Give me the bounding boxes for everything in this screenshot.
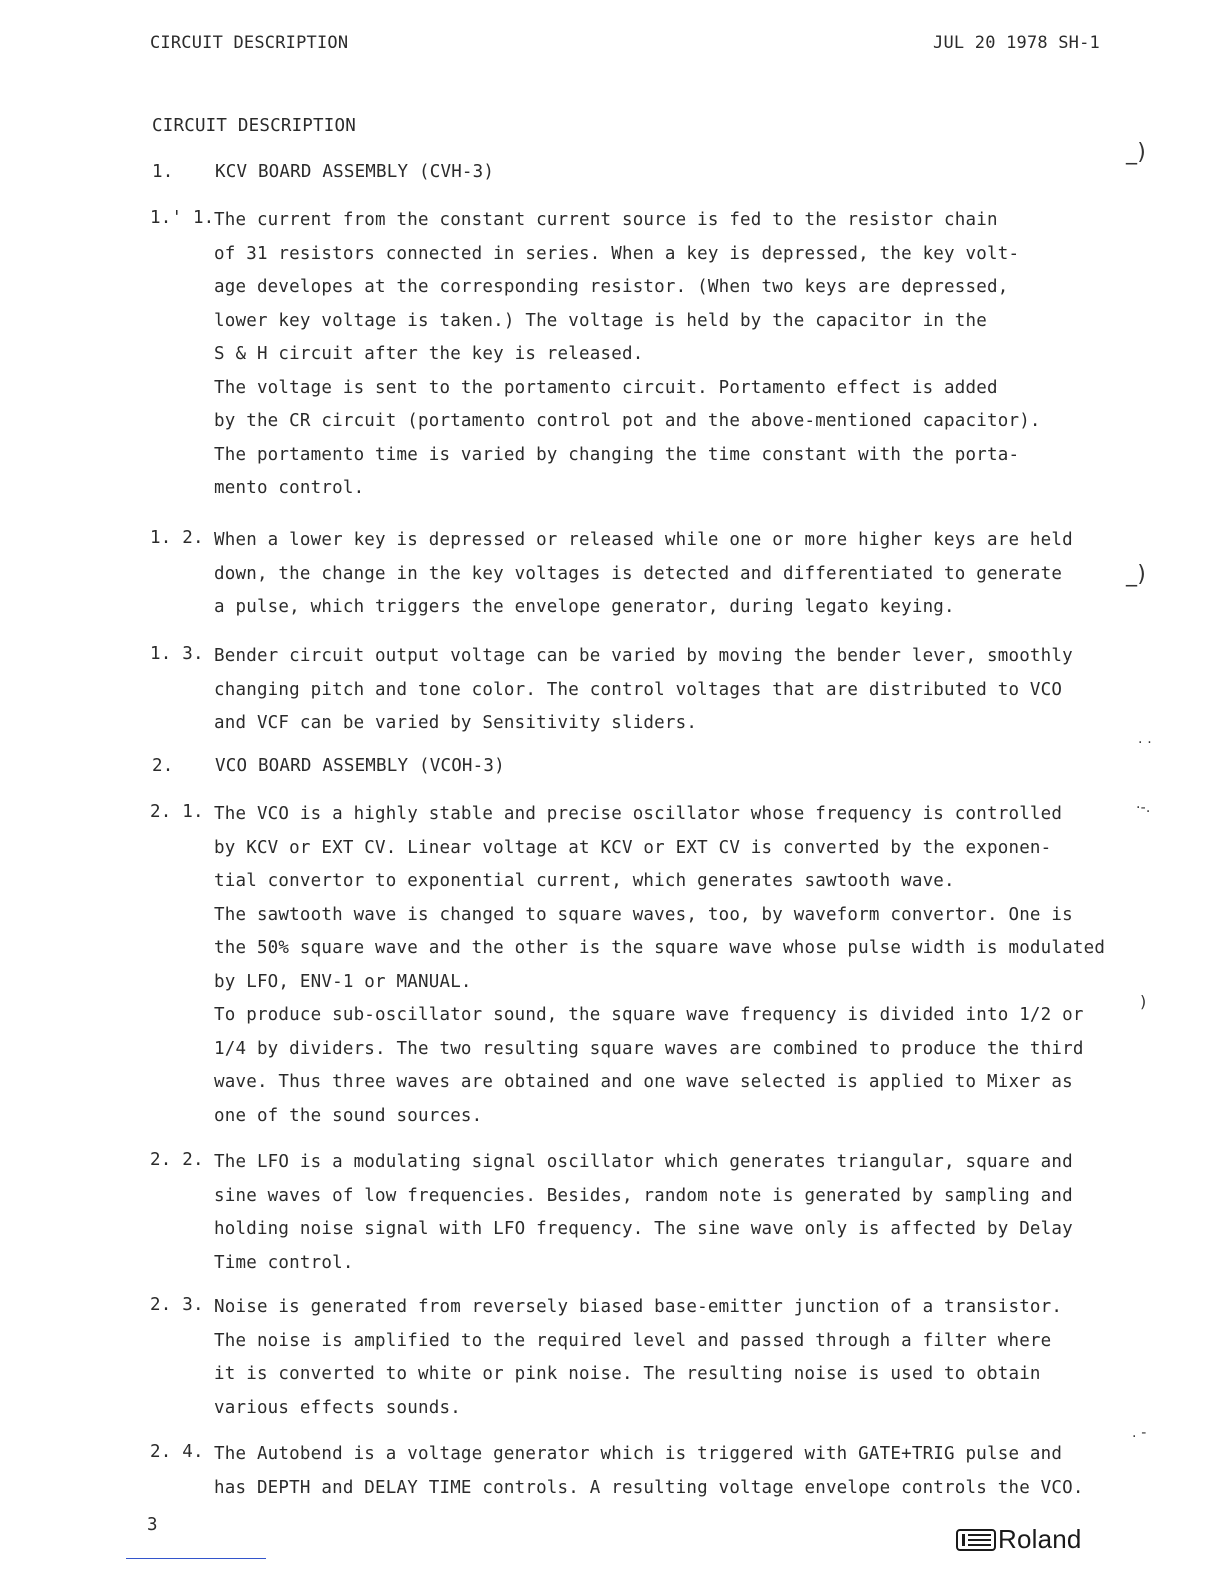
text-line: sine waves of low frequencies. Besides, random note is generated by sampling and (214, 1185, 1073, 1206)
text-line: by LFO, ENV-1 or MANUAL. (214, 971, 472, 992)
text-line: S & H circuit after the key is released. (214, 344, 644, 364)
margin-mark: ) (1140, 992, 1147, 1011)
text-line: various effects sounds. (214, 1397, 461, 1418)
text-line: wave. Thus three waves are obtained and one wave selected is applied to Mixer as (214, 1072, 1073, 1092)
header-left: CIRCUIT DESCRIPTION (150, 33, 349, 53)
roland-logo-icon (956, 1529, 996, 1551)
text-line: down, the change in the key voltages is detected and differentiated to generate (214, 563, 1063, 584)
text-line: To produce sub-oscillator sound, the square wave frequency is divided into 1/2 or (214, 1005, 1084, 1025)
margin-mark: _) (1126, 562, 1146, 587)
scan-artifact-line (126, 1558, 266, 1559)
section-title: KCV BOARD ASSEMBLY (CVH-3) (215, 162, 495, 182)
text-line: The VCO is a highly stable and precise oscillator whose frequency is controlled (214, 804, 1063, 824)
text-line: and VCF can be varied by Sensitivity sliders. (214, 713, 698, 733)
text-line: by KCV or EXT CV. Linear voltage at KCV or EXT CV is converted by the exponen- (214, 837, 1052, 858)
text-line: 1/4 by dividers. The two resulting square waves are combined to produce the third (214, 1038, 1084, 1059)
text-line: by the CR circuit (portamento control pot and the above-mentioned capacitor). (214, 411, 1041, 431)
text-line: tial convertor to exponential current, which generates sawtooth wave. (214, 871, 955, 891)
text-line: it is converted to white or pink noise. The resulting noise is used to obtain (214, 1364, 1041, 1384)
header-right: JUL 20 1978 SH-1 (933, 33, 1100, 53)
text-line: holding noise signal with LFO frequency. The sine wave only is affected by Delay (214, 1219, 1073, 1239)
roland-logo (956, 1524, 1082, 1555)
page-title: CIRCUIT DESCRIPTION (152, 116, 356, 136)
text-line: The voltage is sent to the portamento circuit. Portamento effect is added (214, 377, 998, 398)
text-line: Time control. (214, 1252, 354, 1273)
text-line: Bender circuit output voltage can be varied by moving the bender lever, smoothly (214, 646, 1073, 666)
margin-mark: ·-. (1136, 800, 1151, 816)
text-line: The sawtooth wave is changed to square waves, too, by waveform convertor. One is (214, 904, 1073, 925)
text-line: The LFO is a modulating signal oscillator which generates triangular, square and (214, 1152, 1073, 1172)
item-number: 2. 3. (150, 1295, 204, 1315)
item-number: 2. 4. (150, 1442, 204, 1462)
text-line: The portamento time is varied by changing the time constant with the porta- (214, 444, 1020, 465)
text-line: The noise is amplified to the required level and passed through a filter where (214, 1330, 1052, 1351)
section-number: 1. (152, 162, 174, 182)
item-number: 2. 2. (150, 1150, 204, 1170)
margin-mark: · · (1138, 735, 1152, 751)
text-line: the 50% square wave and the other is the square wave whose pulse width is modulated (214, 938, 1106, 958)
item-number: 1.' 1. (150, 208, 215, 228)
text-line: has DEPTH and DELAY TIME controls. A resulting voltage envelope controls the VCO. (214, 1477, 1084, 1498)
text-line: The current from the constant current source is fed to the resistor chain (214, 210, 998, 230)
item-number: 1. 2. (150, 528, 204, 548)
margin-mark: _) (1126, 140, 1146, 165)
item-number: 1. 3. (150, 644, 204, 664)
page-number: 3 (147, 1515, 158, 1535)
roland-logo-text: Roland (998, 1524, 1082, 1554)
text-line: changing pitch and tone color. The control voltages that are distributed to VCO (214, 679, 1063, 700)
item-number: 2. 1. (150, 802, 204, 822)
text-line: a pulse, which triggers the envelope generator, during legato keying. (214, 597, 955, 617)
section-number: 2. (152, 756, 174, 776)
text-line: Noise is generated from reversely biased base-emitter junction of a transistor. (214, 1297, 1063, 1317)
text-line: lower key voltage is taken.) The voltage is held by the capacitor in the (214, 310, 987, 331)
text-line: age developes at the corresponding resistor. (When two keys are depressed, (214, 277, 1009, 297)
text-line: When a lower key is depressed or released while one or more higher keys are held (214, 530, 1073, 550)
margin-mark: . - (1132, 1425, 1147, 1441)
section-title: VCO BOARD ASSEMBLY (VCOH-3) (215, 756, 505, 776)
text-line: mento control. (214, 478, 365, 498)
text-line: one of the sound sources. (214, 1105, 483, 1126)
text-line: of 31 resistors connected in series. When a key is depressed, the key volt- (214, 243, 1020, 264)
text-line: The Autobend is a voltage generator which is triggered with GATE+TRIG pulse and (214, 1444, 1063, 1464)
